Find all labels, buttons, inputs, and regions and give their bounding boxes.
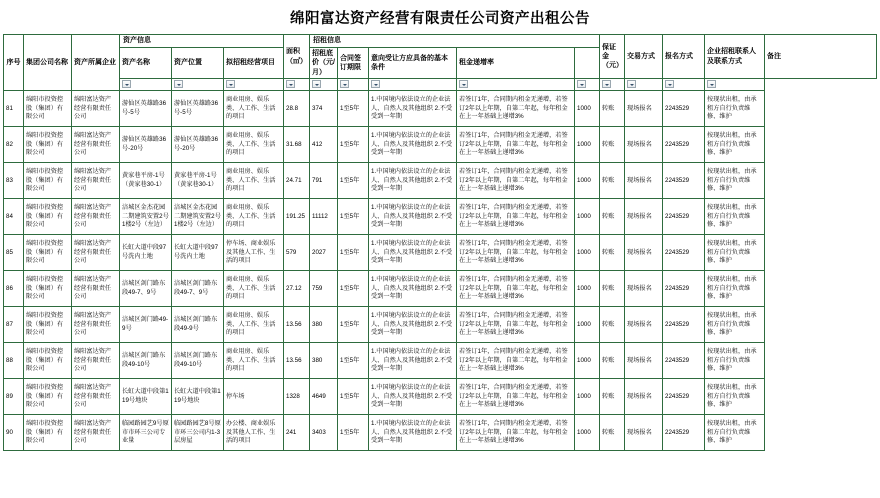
- cell-group_company: 绵阳市投资控股（集团）有限公司: [24, 127, 72, 163]
- header-group-asset-info: 资产信息: [120, 35, 284, 48]
- cell-rent_growth: 若签订1年，合同期内租金无递增，若签订2年以上年期，自第二年起，每年租金在上一年基础上递增3%: [457, 199, 575, 235]
- filter-base-price[interactable]: [310, 79, 338, 91]
- cell-conditions: 1.中国境内依法设立的企业法人、自然人及其他组织 2.不受受到一年期: [369, 127, 457, 163]
- cell-rent_growth: 若签订1年，合同期内租金无递增，若签订2年以上年期，自第二年起，每年租金在上一年基础上递增3%: [457, 343, 575, 379]
- cell-owner_company: 绵阳富达资产经营有限责任公司: [72, 199, 120, 235]
- cell-deal_mode: 转账: [600, 199, 625, 235]
- cell-remark: 按现状出租，由承租方自行负责维修、维护: [705, 307, 765, 343]
- header-group-lease-info: 招租信息: [310, 35, 600, 48]
- cell-conditions: 1.中国境内依法设立的企业法人、自然人及其他组织 2.不受受到一年期: [369, 271, 457, 307]
- group-header-row: [4, 35, 877, 48]
- cell-apply_mode: 现场报名: [625, 271, 663, 307]
- cell-asset_location: 涪城区剑门路东段49-9号: [172, 307, 224, 343]
- header-group-company: 集团公司名称: [24, 35, 72, 91]
- cell-seq: 86: [4, 271, 24, 307]
- cell-owner_company: 绵阳富达资产经营有限责任公司: [72, 307, 120, 343]
- cell-deal_mode: 转账: [600, 415, 625, 451]
- cell-group_company: 绵阳市投资控股（集团）有限公司: [24, 235, 72, 271]
- cell-seq: 89: [4, 379, 24, 415]
- header-rent-growth: 租金递增率: [457, 48, 575, 79]
- cell-deposit: 1000: [575, 235, 600, 271]
- filter-conditions[interactable]: [369, 79, 457, 91]
- cell-remark: 按现状出租，由承租方自行负责维修、维护: [705, 343, 765, 379]
- cell-remark: 按现状出租，由承租方自行负责维修、维护: [705, 163, 765, 199]
- chevron-down-icon[interactable]: [122, 80, 131, 88]
- filter-area[interactable]: [284, 79, 310, 91]
- cell-base_price: 374: [310, 91, 338, 127]
- cell-term: 1至5年: [338, 271, 369, 307]
- cell-asset_location: 黄家巷平房-1号（黄家巷30-1）: [172, 163, 224, 199]
- cell-deposit: 1000: [575, 91, 600, 127]
- cell-asset_name: 游仙区英雄路36号-20号: [120, 127, 172, 163]
- cell-contact: 2243529: [663, 379, 705, 415]
- header-deal-mode: 交易方式: [625, 35, 663, 79]
- cell-contact: 2243529: [663, 199, 705, 235]
- header-asset-location: 资产位置: [172, 48, 224, 79]
- cell-deal_mode: 转账: [600, 307, 625, 343]
- table-row[interactable]: [4, 379, 877, 415]
- cell-deal_mode: 转账: [600, 343, 625, 379]
- page-title: 绵阳富达资产经营有限责任公司资产出租公告: [290, 11, 590, 27]
- cell-base_price: 759: [310, 271, 338, 307]
- header-asset-name: 资产名称: [120, 48, 172, 79]
- cell-area: 1328: [284, 379, 310, 415]
- cell-asset_location: 涪城区剑门路东段49-10号: [172, 343, 224, 379]
- cell-deal_mode: 转账: [600, 127, 625, 163]
- cell-asset_location: 游仙区英雄路36号-5号: [172, 91, 224, 127]
- cell-rent_growth: 若签订1年，合同期内租金无递增，若签订2年以上年期，自第二年起，每年租金在上一年基础上递增3%: [457, 235, 575, 271]
- cell-contact: 2243529: [663, 127, 705, 163]
- cell-apply_mode: 现场报名: [625, 91, 663, 127]
- cell-term: 1至5年: [338, 91, 369, 127]
- header-apply-mode: 报名方式: [663, 35, 705, 79]
- cell-base_price: 380: [310, 343, 338, 379]
- cell-remark: 按现状出租，由承租方自行负责维修、维护: [705, 415, 765, 451]
- cell-asset_name: 涪城区金杰花园二期建筑安置2号1楼2号（左边）: [120, 199, 172, 235]
- table-row[interactable]: [4, 271, 877, 307]
- cell-contact: 2243529: [663, 235, 705, 271]
- chevron-down-icon[interactable]: [340, 80, 349, 88]
- header-area: 面积（㎡）: [284, 35, 310, 79]
- cell-remark: 按现状出租，由承租方自行负责维修、维护: [705, 271, 765, 307]
- chevron-down-icon[interactable]: [627, 80, 636, 88]
- cell-asset_name: 涪城区剑门路东段49-10号: [120, 343, 172, 379]
- cell-seq: 90: [4, 415, 24, 451]
- cell-group_company: 绵阳市投资控股（集团）有限公司: [24, 271, 72, 307]
- cell-asset_name: 涪城区剑门路东段49-7、9号: [120, 271, 172, 307]
- cell-conditions: 1.中国境内依法设立的企业法人、自然人及其他组织 2.不受受到一年期: [369, 415, 457, 451]
- cell-base_price: 380: [310, 307, 338, 343]
- table-row[interactable]: [4, 163, 877, 199]
- cell-seq: 82: [4, 127, 24, 163]
- cell-project: 停车场、商业娱乐及其他人工作、生活的项目: [224, 235, 284, 271]
- cell-base_price: 3403: [310, 415, 338, 451]
- cell-asset_name: 长虹大道中段第119号地块: [120, 379, 172, 415]
- cell-remark: 按现状出租，由承租方自行负责维修、维护: [705, 379, 765, 415]
- cell-project: 商业用房、娱乐类、人工作、生活的项目: [224, 163, 284, 199]
- cell-deposit: 1000: [575, 199, 600, 235]
- cell-deposit: 1000: [575, 163, 600, 199]
- cell-apply_mode: 现场报名: [625, 379, 663, 415]
- cell-contact: 2243529: [663, 307, 705, 343]
- cell-area: 13.56: [284, 343, 310, 379]
- filter-deposit[interactable]: [575, 79, 600, 91]
- cell-group_company: 绵阳市投资控股（集团）有限公司: [24, 379, 72, 415]
- cell-asset_location: 涪城区金杰花园二期建筑安置2号1楼2号（左边）: [172, 199, 224, 235]
- cell-seq: 84: [4, 199, 24, 235]
- header-term: 合同签订期限: [338, 48, 369, 79]
- cell-group_company: 绵阳市投资控股（集团）有限公司: [24, 343, 72, 379]
- cell-area: 27.12: [284, 271, 310, 307]
- cell-group_company: 绵阳市投资控股（集团）有限公司: [24, 91, 72, 127]
- cell-asset_name: 游仙区英雄路36号-5号: [120, 91, 172, 127]
- cell-deposit: 1000: [575, 127, 600, 163]
- table-body: [4, 91, 877, 451]
- cell-conditions: 1.中国境内依法设立的企业法人、自然人及其他组织 2.不受受到一年期: [369, 343, 457, 379]
- cell-term: 1至5年: [338, 235, 369, 271]
- chevron-down-icon[interactable]: [286, 80, 295, 88]
- filter-contact[interactable]: [663, 79, 705, 91]
- cell-conditions: 1.中国境内依法设立的企业法人、自然人及其他组织 2.不受受到一年期: [369, 163, 457, 199]
- cell-asset_name: 临园路园艺9号原市市环三公司专业量: [120, 415, 172, 451]
- header-owner-company: 资产所属企业: [72, 35, 120, 91]
- cell-term: 1至5年: [338, 415, 369, 451]
- cell-rent_growth: 若签订1年，合同期内租金无递增，若签订2年以上年期，自第二年起，每年租金在上一年基础上递增3%: [457, 163, 575, 199]
- cell-term: 1至5年: [338, 127, 369, 163]
- cell-area: 579: [284, 235, 310, 271]
- cell-owner_company: 绵阳富达资产经营有限责任公司: [72, 127, 120, 163]
- filter-row[interactable]: [4, 79, 877, 91]
- filter-project[interactable]: [224, 79, 284, 91]
- cell-deposit: 1000: [575, 343, 600, 379]
- chevron-down-icon[interactable]: [174, 80, 183, 88]
- cell-seq: 83: [4, 163, 24, 199]
- cell-group_company: 绵阳市投资控股（集团）有限公司: [24, 415, 72, 451]
- cell-deal_mode: 转账: [600, 91, 625, 127]
- table-row[interactable]: [4, 199, 877, 235]
- cell-project: 商业用房、娱乐类、人工作、生活的项目: [224, 307, 284, 343]
- cell-contact: 2243529: [663, 343, 705, 379]
- cell-contact: 2243529: [663, 415, 705, 451]
- chevron-down-icon[interactable]: [371, 80, 380, 88]
- table-row[interactable]: [4, 307, 877, 343]
- cell-area: 24.71: [284, 163, 310, 199]
- cell-conditions: 1.中国境内依法设立的企业法人、自然人及其他组织 2.不受受到一年期: [369, 307, 457, 343]
- cell-owner_company: 绵阳富达资产经营有限责任公司: [72, 271, 120, 307]
- table-row[interactable]: [4, 127, 877, 163]
- cell-remark: 按现状出租，由承租方自行负责维修、维护: [705, 199, 765, 235]
- cell-apply_mode: 现场报名: [625, 415, 663, 451]
- cell-asset_name: 黄家巷平房-1号（黄家巷30-1）: [120, 163, 172, 199]
- cell-deposit: 1000: [575, 307, 600, 343]
- cell-apply_mode: 现场报名: [625, 127, 663, 163]
- cell-seq: 85: [4, 235, 24, 271]
- table-row[interactable]: [4, 91, 877, 127]
- cell-asset_location: 长虹大道中段第119号地块: [172, 379, 224, 415]
- cell-base_price: 4649: [310, 379, 338, 415]
- header-base-price: 招租底价（元/月）: [310, 48, 338, 79]
- cell-contact: 2243529: [663, 271, 705, 307]
- header-deposit: 保证金（元）: [600, 35, 625, 79]
- cell-base_price: 412: [310, 127, 338, 163]
- cell-project: 停车场: [224, 379, 284, 415]
- chevron-down-icon[interactable]: [226, 80, 235, 88]
- cell-area: 31.68: [284, 127, 310, 163]
- cell-contact: 2243529: [663, 91, 705, 127]
- header-contact: 企业招租联系人及联系方式: [705, 35, 765, 79]
- table-row[interactable]: [4, 235, 877, 271]
- cell-project: 商业用房、娱乐类、人工作、生活的项目: [224, 343, 284, 379]
- cell-asset_name: 涪城区剑门路49-9号: [120, 307, 172, 343]
- chevron-down-icon[interactable]: [577, 80, 586, 88]
- cell-deposit: 1000: [575, 379, 600, 415]
- cell-rent_growth: 若签订1年，合同期内租金无递增，若签订2年以上年期，自第二年起，每年租金在上一年基础上递增3%: [457, 379, 575, 415]
- cell-asset_name: 长虹大道中段97号洗内土地: [120, 235, 172, 271]
- cell-project: 商业用房、娱乐类、人工作、生活的项目: [224, 91, 284, 127]
- cell-remark: 按现状出租，由承租方自行负责维修、维护: [705, 91, 765, 127]
- cell-owner_company: 绵阳富达资产经营有限责任公司: [72, 235, 120, 271]
- header-project: 拟招租经营项目: [224, 48, 284, 79]
- filter-asset-location[interactable]: [172, 79, 224, 91]
- asset-lease-table: [3, 34, 877, 451]
- cell-apply_mode: 现场报名: [625, 235, 663, 271]
- filter-remark[interactable]: [705, 79, 765, 91]
- cell-seq: 87: [4, 307, 24, 343]
- cell-area: 13.56: [284, 307, 310, 343]
- filter-term[interactable]: [338, 79, 369, 91]
- cell-rent_growth: 若签订1年，合同期内租金无递增，若签订2年以上年期，自第二年起，每年租金在上一年基础上递增3%: [457, 271, 575, 307]
- cell-project: 商业用房、娱乐类、人工作、生活的项目: [224, 127, 284, 163]
- cell-area: 191.25: [284, 199, 310, 235]
- cell-rent_growth: 若签订1年，合同期内租金无递增，若签订2年以上年期，自第二年起，每年租金在上一年基础上递增3%: [457, 91, 575, 127]
- chevron-down-icon[interactable]: [707, 80, 716, 88]
- cell-remark: 按现状出租，由承租方自行负责维修、维护: [705, 127, 765, 163]
- cell-owner_company: 绵阳富达资产经营有限责任公司: [72, 415, 120, 451]
- cell-base_price: 791: [310, 163, 338, 199]
- cell-area: 241: [284, 415, 310, 451]
- cell-deposit: 1000: [575, 415, 600, 451]
- header-remark: 备注: [765, 35, 877, 79]
- cell-asset_location: 临园路园艺8号原市环三公司内1-3层房屋: [172, 415, 224, 451]
- cell-base_price: 2027: [310, 235, 338, 271]
- cell-deal_mode: 转账: [600, 235, 625, 271]
- cell-group_company: 绵阳市投资控股（集团）有限公司: [24, 163, 72, 199]
- cell-asset_location: 涪城区剑门路东段49-7、9号: [172, 271, 224, 307]
- cell-project: 办公楼、商业娱乐及其他人工作、生活的项目: [224, 415, 284, 451]
- cell-group_company: 绵阳市投资控股（集团）有限公司: [24, 199, 72, 235]
- chevron-down-icon[interactable]: [665, 80, 674, 88]
- cell-deal_mode: 转账: [600, 271, 625, 307]
- filter-deal-mode[interactable]: [600, 79, 625, 91]
- cell-project: 商业用房、娱乐类、人工作、生活的项目: [224, 199, 284, 235]
- header-seq: 序号: [4, 35, 24, 91]
- cell-owner_company: 绵阳富达资产经营有限责任公司: [72, 91, 120, 127]
- cell-asset_location: 长虹大道中段97号洗内土地: [172, 235, 224, 271]
- chevron-down-icon[interactable]: [602, 80, 611, 88]
- table-row[interactable]: [4, 415, 877, 451]
- cell-conditions: 1.中国境内依法设立的企业法人、自然人及其他组织 2.不受受到一年期: [369, 199, 457, 235]
- cell-area: 28.8: [284, 91, 310, 127]
- cell-conditions: 1.中国境内依法设立的企业法人、自然人及其他组织 2.不受受到一年期: [369, 235, 457, 271]
- chevron-down-icon[interactable]: [312, 80, 321, 88]
- cell-project: 商业用房、娱乐类、人工作、生活的项目: [224, 271, 284, 307]
- cell-group_company: 绵阳市投资控股（集团）有限公司: [24, 307, 72, 343]
- cell-deal_mode: 转账: [600, 163, 625, 199]
- cell-deposit: 1000: [575, 271, 600, 307]
- cell-remark: 按现状出租，由承租方自行负责维修、维护: [705, 235, 765, 271]
- cell-term: 1至5年: [338, 199, 369, 235]
- cell-seq: 88: [4, 343, 24, 379]
- table-head: [4, 35, 877, 91]
- cell-rent_growth: 若签订1年，合同期内租金无递增，若签订2年以上年期，自第二年起，每年租金在上一年基础上递增3%: [457, 127, 575, 163]
- header-conditions: 意向受让方应具备的基本条件: [369, 48, 457, 79]
- cell-term: 1至5年: [338, 163, 369, 199]
- cell-apply_mode: 现场报名: [625, 199, 663, 235]
- cell-rent_growth: 若签订1年，合同期内租金无递增，若签订2年以上年期，自第二年起，每年租金在上一年基础上递增3%: [457, 307, 575, 343]
- cell-term: 1至5年: [338, 343, 369, 379]
- filter-apply-mode[interactable]: [625, 79, 663, 91]
- table-row[interactable]: [4, 343, 877, 379]
- chevron-down-icon[interactable]: [459, 80, 468, 88]
- cell-conditions: 1.中国境内依法设立的企业法人、自然人及其他组织 2.不受受到一年期: [369, 91, 457, 127]
- cell-apply_mode: 现场报名: [625, 163, 663, 199]
- cell-owner_company: 绵阳富达资产经营有限责任公司: [72, 163, 120, 199]
- cell-owner_company: 绵阳富达资产经营有限责任公司: [72, 379, 120, 415]
- cell-apply_mode: 现场报名: [625, 307, 663, 343]
- cell-seq: 81: [4, 91, 24, 127]
- cell-deal_mode: 转账: [600, 379, 625, 415]
- cell-term: 1至5年: [338, 379, 369, 415]
- cell-contact: 2243529: [663, 163, 705, 199]
- cell-rent_growth: 若签订1年，合同期内租金无递增，若签订2年以上年期，自第二年起，每年租金在上一年基础上递增3%: [457, 415, 575, 451]
- cell-asset_location: 游仙区英雄路36号-20号: [172, 127, 224, 163]
- filter-asset-name[interactable]: [120, 79, 172, 91]
- filter-rent-growth[interactable]: [457, 79, 575, 91]
- cell-conditions: 1.中国境内依法设立的企业法人、自然人及其他组织 2.不受受到一年期: [369, 379, 457, 415]
- cell-apply_mode: 现场报名: [625, 343, 663, 379]
- cell-term: 1至5年: [338, 307, 369, 343]
- cell-owner_company: 绵阳富达资产经营有限责任公司: [72, 343, 120, 379]
- cell-base_price: 11112: [310, 199, 338, 235]
